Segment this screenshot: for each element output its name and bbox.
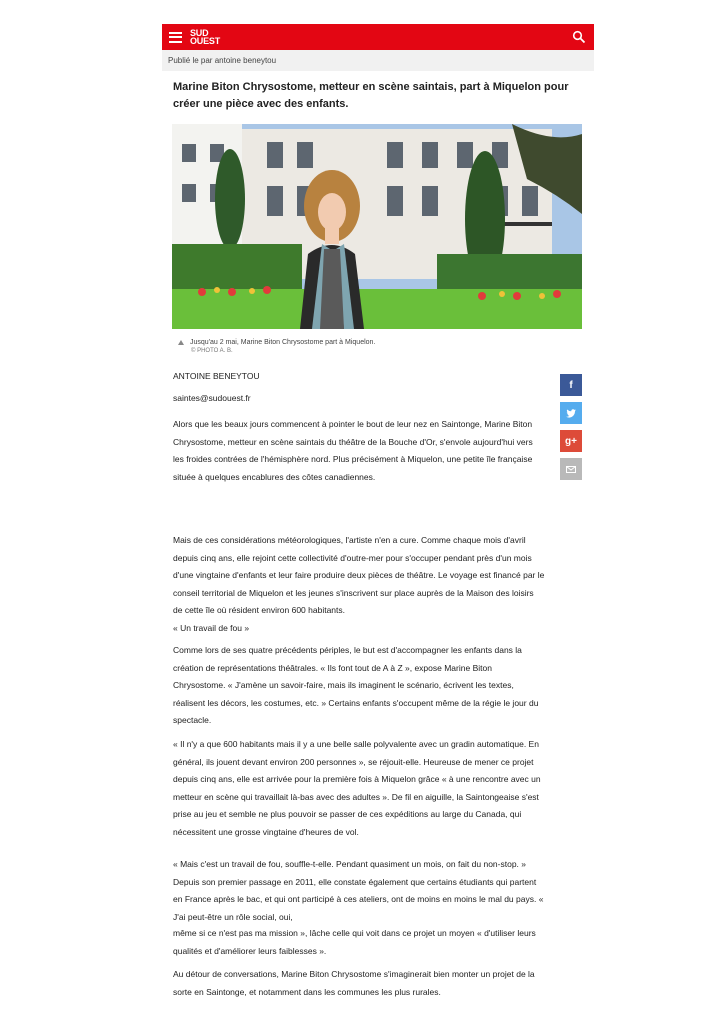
caption-text: Jusqu'au 2 mai, Marine Biton Chrysostome part à Miquelon.	[190, 339, 376, 346]
published-by-bar	[162, 50, 594, 71]
article-title: Marine Biton Chrysostome, metteur en scène saintais, part à Miquelon pour créer une pièce avec des enfants.	[173, 81, 569, 110]
facebook-share-button[interactable]	[560, 374, 582, 396]
paragraph-7: Au détour de conversations, Marine Biton Chrysostome s'imaginerait bien monter un projet de la sorte en Saintonge, et notamment dans les communes les plus rurales.	[173, 969, 535, 997]
paragraph-1: Alors que les beaux jours commencent à pointer le bout de leur nez en Saintonge, Marine Biton Chrysostome, metteur en scène saintais du théâtre de la Bouche d'Or, s'envole aujourd'hui vers les froides contrées de l'hémisphère nord. Plus précisément à Miquelon, une petite île française située à quelques encablures des côtes canadiennes.	[173, 419, 533, 482]
paragraph-2: Mais de ces considérations météorologiques, l'artiste n'en a cure. Comme chaque mois d'avril depuis cinq ans, elle rejoint cette collectivité d'outre-mer pour s'occuper pendant près d'un mois d'une vingtaine d'enfants et leur faire produire deux pièces de théâtre. Le voyage est financé par le conseil territorial de Miquelon et les jeunes s'inscrivent sur place auprès de la Maison des loisirs de cette île où résident environ 600 habitants.	[173, 535, 545, 615]
google-plus-icon: g+	[565, 435, 577, 447]
author-email[interactable]: saintes@sudouest.fr	[173, 393, 251, 403]
twitter-icon	[566, 409, 576, 418]
twitter-share-button[interactable]	[560, 402, 582, 424]
paragraph-4: « Il n'y a que 600 habitants mais il y a une belle salle polyvalente avec un gradin automatique. En général, ils jouent devant environ 200 personnes », se réjouit-elle. Heureuse de mener ce projet depuis cinq ans, elle est arrivée pour la première fois à Miquelon grâce « à une rencontre avec un metteur en scène qui travaillait là-bas avec des adultes ». De fil en aiguille, la Saintongeaise s'est prise au jeu et semble ne plus pouvoir se passer de ces expéditions au large du Canada, qui nécessitent une grosse vingtaine d'heures de vol.	[173, 739, 541, 837]
sudouest-logo[interactable]: SUD OUEST	[190, 28, 221, 46]
photo-credit: © PHOTO A. B.	[191, 348, 233, 354]
search-icon[interactable]	[572, 30, 586, 44]
mail-icon	[566, 466, 576, 473]
google-plus-share-button[interactable]	[560, 430, 582, 452]
facebook-icon: f	[569, 379, 573, 391]
paragraph-6: même si ce n'est pas ma mission », lâche celle qui voit dans ce projet un moyen « d'utiliser leurs qualités et d'améliorer leurs faiblesses ».	[173, 928, 536, 956]
article-photo	[172, 124, 582, 329]
photo-caption	[178, 338, 375, 356]
author-name: ANTOINE BENEYTOU	[173, 371, 260, 381]
menu-icon[interactable]	[169, 32, 182, 43]
subheading: « Un travail de fou »	[173, 623, 250, 633]
paragraph-5: « Mais c'est un travail de fou, souffle-t-elle. Pendant quasiment un mois, on fait du non-stop. » Depuis son premier passage en 2011, elle constate également que certains étudiants qui partent en France après le bac, et qui ont participé à ces ateliers, ont de moins en moins le mal du pays. « J'ai peut-être un rôle social, oui,	[173, 859, 544, 922]
published-by: Publié le par antoine beneytou	[168, 56, 277, 65]
paragraph-3: Comme lors de ses quatre précédents périples, le but est d'accompagner les enfants dans la création de représentations théâtrales. « Ils font tout de A à Z », expose Marine Biton Chrysostome. « J'amène un savoir-faire, mais ils imaginent le scénario, écrivent les textes, réalisent les décors, les costumes, etc. » Certains enfants s'occupent même de la régie le jour du spectacle.	[173, 645, 539, 725]
caption-triangle-icon	[178, 340, 184, 345]
email-share-button[interactable]	[560, 458, 582, 480]
top-bar	[162, 24, 594, 50]
